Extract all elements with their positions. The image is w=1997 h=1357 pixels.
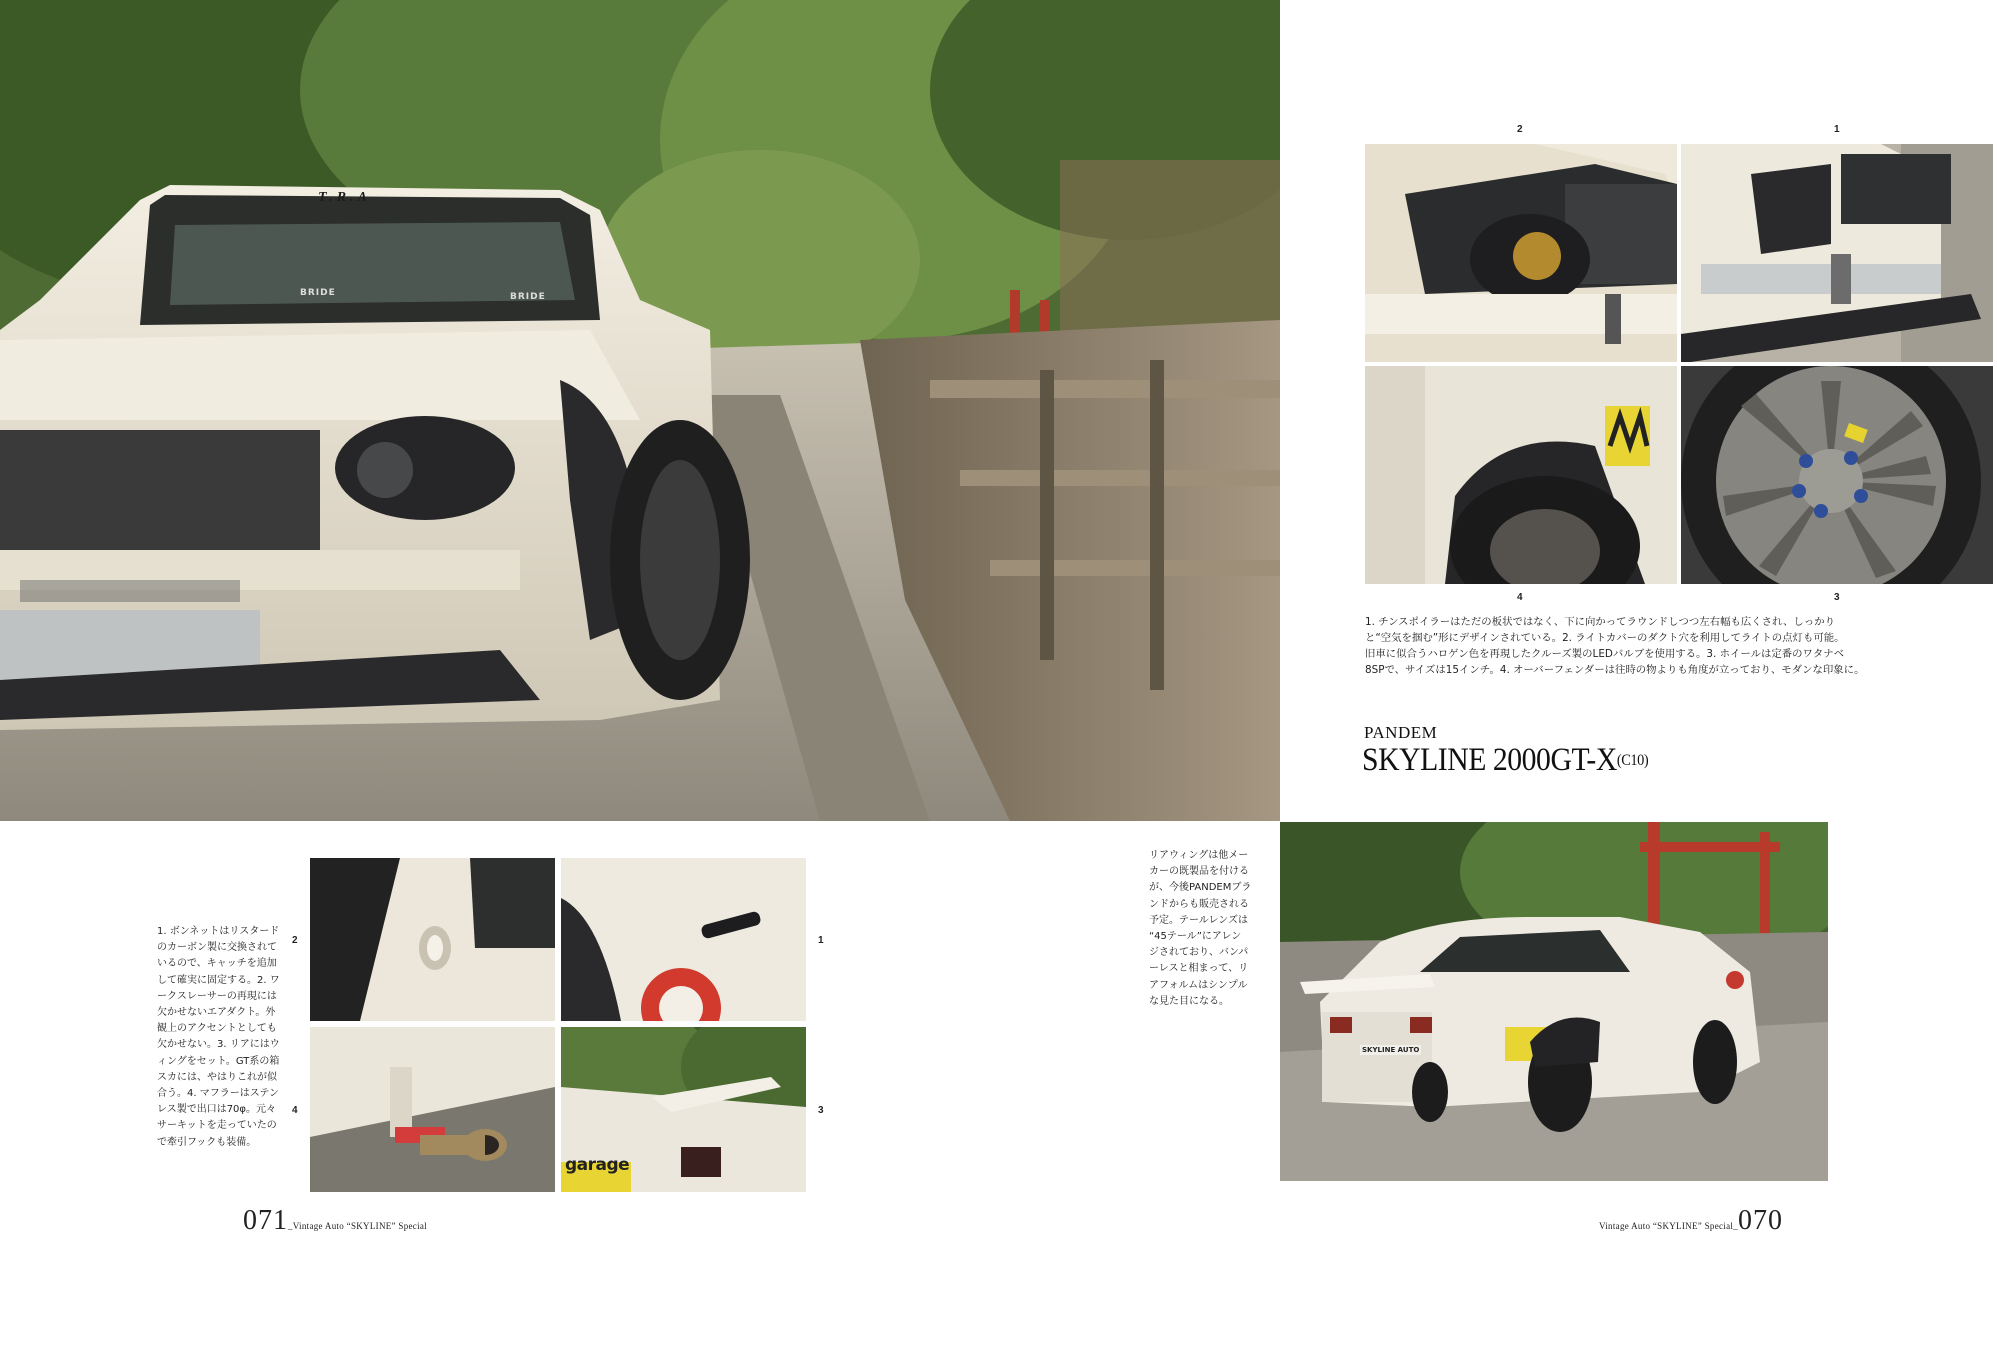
detail-photo-headlight	[1365, 144, 1677, 362]
folio-right-number: 070	[1737, 1205, 1783, 1236]
photo-label-bottom-2: 2	[292, 935, 298, 946]
folio-left-text: _Vintage Auto “SKYLINE” Special	[288, 1221, 427, 1231]
detail-photo-hood-catch	[561, 858, 806, 1021]
photo-label-bottom-4: 4	[292, 1105, 298, 1116]
photo-label-top-2: 2	[1517, 124, 1523, 135]
detail-photo-wheel	[1681, 366, 1993, 584]
photo-label-top-1: 1	[1834, 124, 1840, 135]
seat-brand-right: BRIDE	[510, 292, 546, 302]
photo-label-top-4: 4	[1517, 592, 1523, 603]
rear-plate-text: SKYLINE AUTO	[1362, 1046, 1420, 1054]
folio-left	[243, 1205, 427, 1237]
hero-photo	[0, 0, 1280, 821]
photo-label-top-3: 3	[1834, 592, 1840, 603]
detail-photo-air-duct	[310, 858, 555, 1021]
model-title-suffix: (C10)	[1616, 752, 1649, 769]
model-kicker: PANDEM	[1364, 723, 1438, 742]
model-title	[1362, 742, 1648, 779]
folio-right-text: Vintage Auto “SKYLINE” Special_	[1599, 1221, 1738, 1231]
caption-front-details	[1365, 614, 1997, 678]
seat-brand-left: BRIDE	[300, 288, 336, 298]
detail-photo-fender	[1365, 366, 1677, 584]
folio-right	[1599, 1205, 1783, 1237]
caption-rear-view-text: リアウィングは他メー カーの既製品を付ける が、今後PANDEMブラ ンドからも販売される 予定。テールレンズは “45テール”にアレン ジされており、バンパ ーレスと相まって、リ アフォルムはシンプル な見た目になる。	[1149, 850, 1252, 1007]
detail-photo-rear-wing	[561, 1027, 806, 1192]
caption-rear-view	[1149, 848, 1279, 1010]
detail-photo-chin-spoiler	[1681, 144, 1993, 362]
caption-front-details-text: 1. チンスポイラーはただの板状ではなく、下に向かってラウンドしつつ左右幅も広くされ、しっかり と“空気を掴む”形にデザインされている。2. ライトカバーのダクト穴を利用してライトの点灯も可能。 旧車に似合うハロゲン色を再現したクルーズ製のLEDバルブを使用する。3. ホイールは定番のワタナベ 8SPで、サイズは15インチ。4. オーバーフェンダーは往時の物よりも角度が立っており、モダンな印象に。	[1365, 616, 1865, 676]
caption-rear-details	[157, 924, 287, 1151]
caption-rear-details-text: 1. ボンネットはリスタード のカーボン製に交換されて いるので、キャッチを追加 して確実に固定する。2. ワ ークスレーサーの再現には 欠かせないエアダクト。外 観上のアクセントとしても 欠かせない。3. リアにはウ ィングをセット。GT系の箱 スカには、やはりこれが似 合う。4. マフラーはステン レス製で出口は70φ。元々 サーキットを走っていたの で牽引フックも装備。	[157, 926, 280, 1148]
hood-sticker-text: garage	[565, 1155, 630, 1175]
rear-view-photo	[1280, 822, 1828, 1181]
photo-label-bottom-3: 3	[818, 1105, 824, 1116]
detail-photo-muffler	[310, 1027, 555, 1192]
windshield-banner: T.R.A	[318, 190, 371, 205]
folio-left-number: 071	[243, 1205, 288, 1236]
model-title-main: SKYLINE 2000GT-X	[1362, 742, 1617, 778]
photo-label-bottom-1: 1	[818, 935, 824, 946]
